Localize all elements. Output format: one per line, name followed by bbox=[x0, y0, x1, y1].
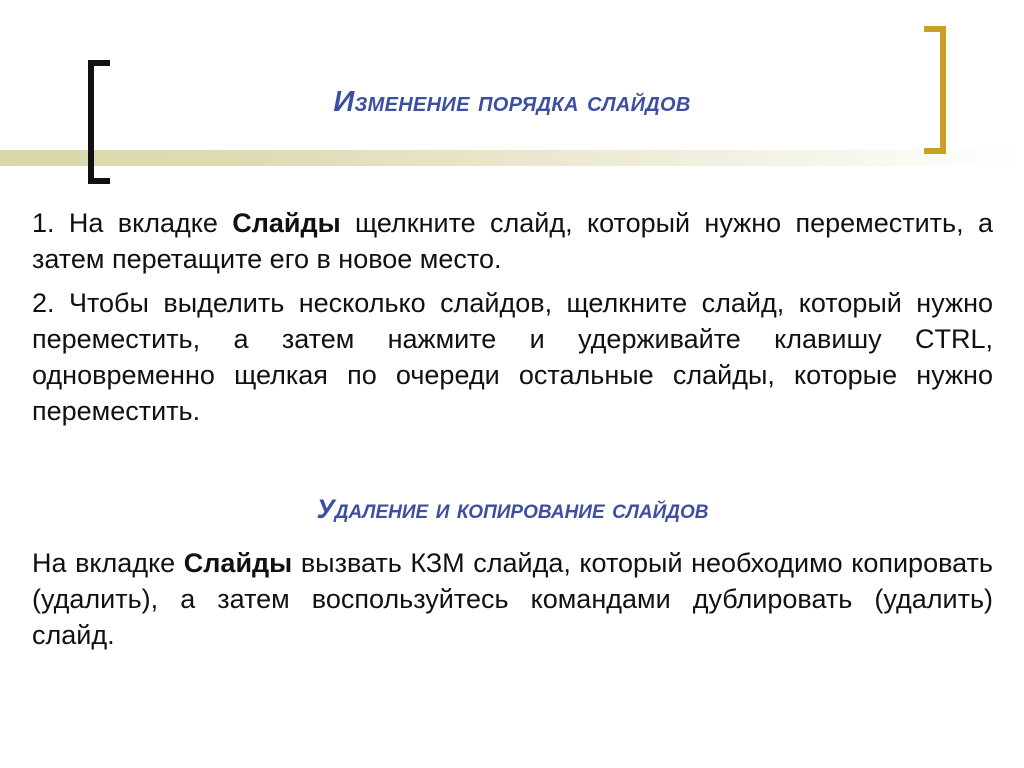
step-1-text-pre: На вкладке bbox=[68, 208, 218, 238]
step-1-bold-term: Слайды bbox=[232, 208, 341, 238]
left-bracket-decoration bbox=[88, 60, 110, 184]
slide-content bbox=[32, 205, 993, 661]
step-1-text-post: щелкните слайд, который нужно переместить, а затем перетащите его в новое место. bbox=[32, 208, 993, 274]
step-3-bold-term: Слайды bbox=[183, 548, 293, 578]
step-3-paragraph bbox=[32, 545, 993, 653]
step-1-number: 1. bbox=[32, 208, 55, 238]
section-subtitle: Удаление и копирование слайдов bbox=[316, 494, 709, 524]
step-2-paragraph: 2. Чтобы выделить несколько слайдов, щелкните слайд, который нужно переместить, а затем нажмите и удерживайте клавишу CTRL, одновременно щелкая по очереди остальные слайды, которые нужно переместить. bbox=[32, 288, 993, 426]
decorative-band bbox=[0, 150, 1024, 166]
step-3-text-post: вызвать КЗМ слайда, который необходимо копировать (удалить), а затем воспользуйтесь командами дублировать (удалить) слайд. bbox=[32, 548, 993, 650]
slide-title: Изменение порядка слайдов bbox=[333, 86, 691, 118]
step-1-paragraph bbox=[32, 205, 993, 277]
step-3-text-pre: На вкладке bbox=[32, 548, 176, 578]
